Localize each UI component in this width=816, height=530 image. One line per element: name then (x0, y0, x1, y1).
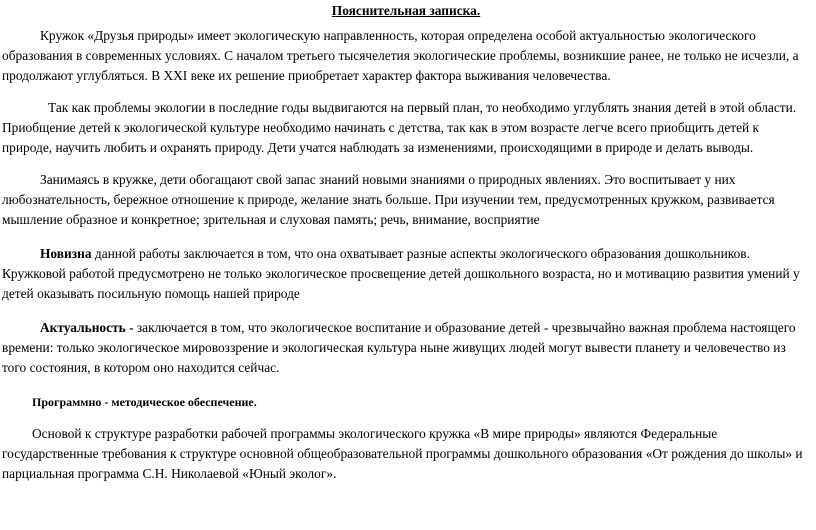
document-title: Пояснительная записка. (331, 3, 481, 18)
paragraph-ecology-problems: Так как проблемы экологии в последние годы выдвигаются на первый план, то необходимо углублять знания детей в этой области. Приобщение детей к экологической культуре необходимо начинать с детства, так как в этом возрасте легче всего приобщить детей к природе, научить любить и охранять природу. Дети учатся наблюдать за изменениями, происходящими в природе и делать выводы. (2, 100, 797, 155)
novelty-text: данной работы заключается в том, что она охватывает разные аспекты экологического образования дошкольников. Кружковой работой предусмотрено не только экологическое просвещение детей дошкольного возраста, но и мотивацию развития умений у детей оказывать посильную помощь нашей природе (2, 246, 800, 301)
paragraph-program-basis: Основой к структуре разработки рабочей программы экологического кружка «В мире природы» являются Федеральные государственные требования к структуре основной общеобразовательной программы дошкольного образования «От рождения до школы» и парциальная программа С.Н. Николаевой «Юный эколог». (2, 426, 803, 481)
paragraph-club-activities: Занимаясь в кружке, дети обогащают свой запас знаний новыми знаниями о природных явлениях. Это воспитывает у них любознательность, бережное отношение к природе, желание знать больше. При изучении тем, предусмотренных кружком, развивается мышление образное и конкретное; зрительная и слуховая память; речь, внимание, восприятие (2, 172, 775, 227)
paragraph-novelty (2, 244, 810, 304)
novelty-label: Новизна (40, 246, 92, 261)
paragraph-intro: Кружок «Друзья природы» имеет экологическую направленность, которая определена особой актуальностью экологического образования в современных условиях. С началом третьего тысячелетия экологические проблемы, возникшие ранее, не только не исчезли, а продолжают углубляться. В XXI веке их решение приобретает характер фактора выживания человечества. (2, 28, 799, 83)
relevance-label: Актуальность - (40, 320, 137, 335)
paragraph-relevance (2, 318, 810, 378)
section-heading-methodology: Программно - методическое обеспечение. (32, 395, 257, 409)
relevance-text: заключается в том, что экологическое воспитание и образование детей - чрезвычайно важная проблема настоящего времени: только экологическое мировоззрение и экологическая культура ныне живущих людей могут вывести планету и человечество из того состояния, в котором оно находится сейчас. (2, 320, 796, 375)
